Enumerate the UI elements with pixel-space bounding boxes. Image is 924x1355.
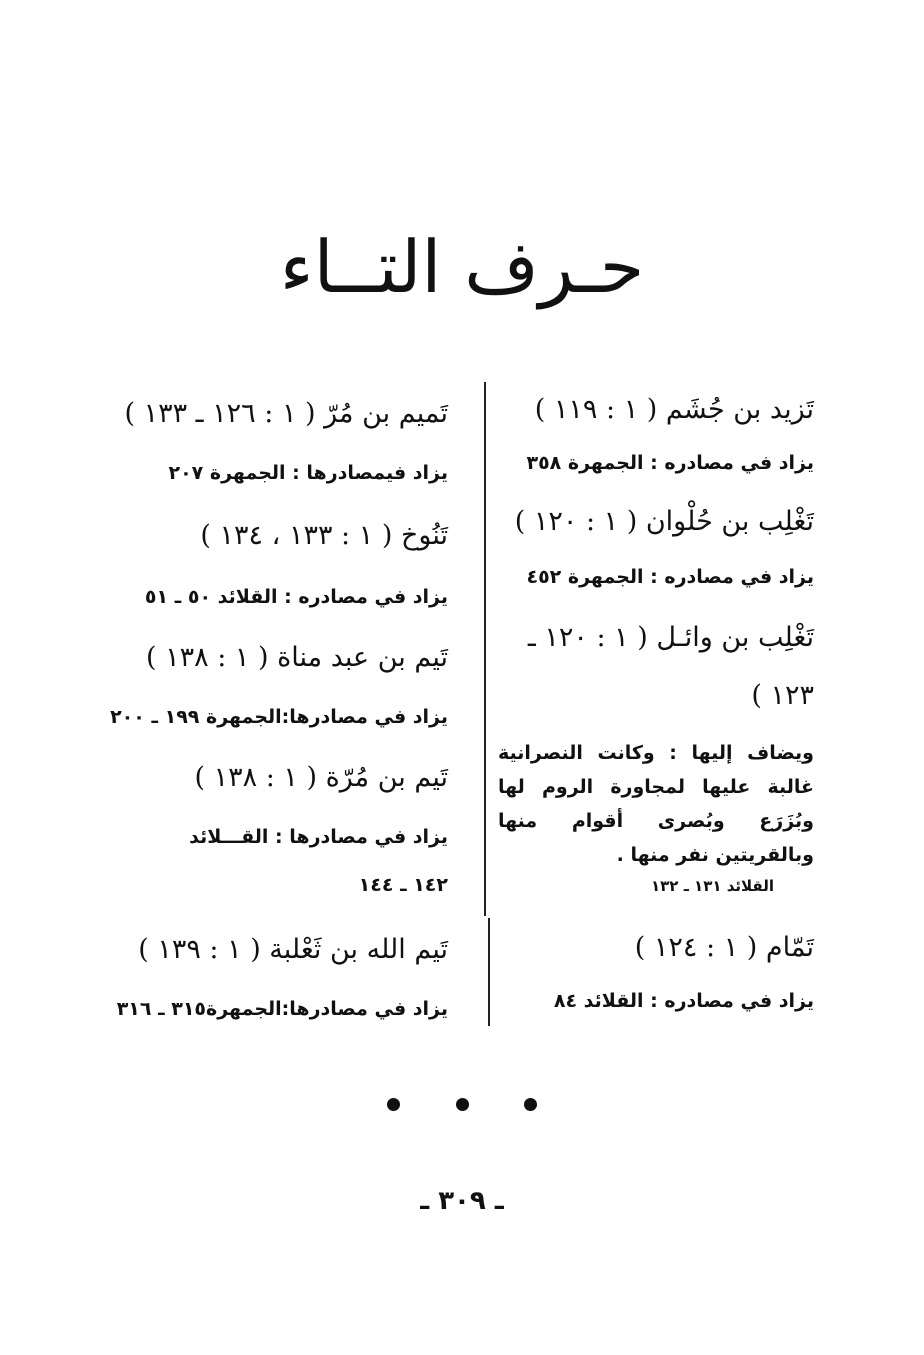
entry-heading: تَمّام ( ١ : ١٢٤ ) <box>634 932 814 963</box>
entry-reference: القلائد ١٣١ ـ ١٣٢ <box>651 877 774 895</box>
ornament-dot <box>387 1098 400 1111</box>
entry-note: يزاد في مصادرها:الجمهرة٣١٥ ـ ٣١٦ <box>116 998 448 1020</box>
entry-heading: تَزيد بن جُشَم ( ١ : ١١٩ ) <box>534 394 814 425</box>
entry-heading: تَيم الله بن ثَعْلبة ( ١ : ١٣٩ ) <box>138 934 448 965</box>
entry-heading: تَغْلِب بن حُلْوان ( ١ : ١٢٠ ) <box>514 506 814 537</box>
entry-note: يزاد في مصادره : الجمهرة ٤٥٢ <box>526 566 814 588</box>
column-divider-lower <box>488 918 490 1026</box>
entry-note-continued: ١٤٢ ـ ١٤٤ <box>358 874 448 896</box>
entry-heading: تَيم بن عبد مناة ( ١ : ١٣٨ ) <box>146 642 448 673</box>
page-number: ـ ٣٠٩ ـ <box>420 1186 504 1216</box>
entry-note: يزاد في مصادره : القلائد ٨٤ <box>553 990 814 1012</box>
entry-note: يزاد في مصادره : القلائد ٥٠ ـ ٥١ <box>144 586 448 608</box>
ornament-dot <box>524 1098 537 1111</box>
entry-heading: تَنُوخ ( ١ : ١٣٣ ، ١٣٤ ) <box>200 520 448 551</box>
entry-note: يزاد فيمصادرها : الجمهرة ٢٠٧ <box>168 462 448 484</box>
entry-note: يزاد في مصادرها : القـــلائد <box>189 826 448 848</box>
column-divider <box>484 382 486 916</box>
section-end-ornament <box>0 1096 924 1115</box>
chapter-title: حـرف التــاء <box>279 225 645 309</box>
entry-heading-continued: ١٢٣ ) <box>751 680 814 711</box>
ornament-dot <box>456 1098 469 1111</box>
entry-note: يزاد في مصادره : الجمهرة ٣٥٨ <box>526 452 814 474</box>
entry-note: يزاد في مصادرها:الجمهرة ١٩٩ ـ ٢٠٠ <box>110 706 448 728</box>
entry-heading: تَميم بن مُرّ ( ١ : ١٢٦ ـ ١٣٣ ) <box>124 398 448 429</box>
entry-heading: تَغْلِب بن وائـل ( ١ : ١٢٠ ـ <box>527 622 814 653</box>
entry-paragraph: ويضاف إليها : وكانت النصرانية غالبة عليها لمجاورة الروم لها وبُزَرَع وبُصرى أقوام منها وبالقريتين نفر منها . <box>498 742 814 866</box>
entry-heading: تَيم بن مُرّة ( ١ : ١٣٨ ) <box>194 762 448 793</box>
